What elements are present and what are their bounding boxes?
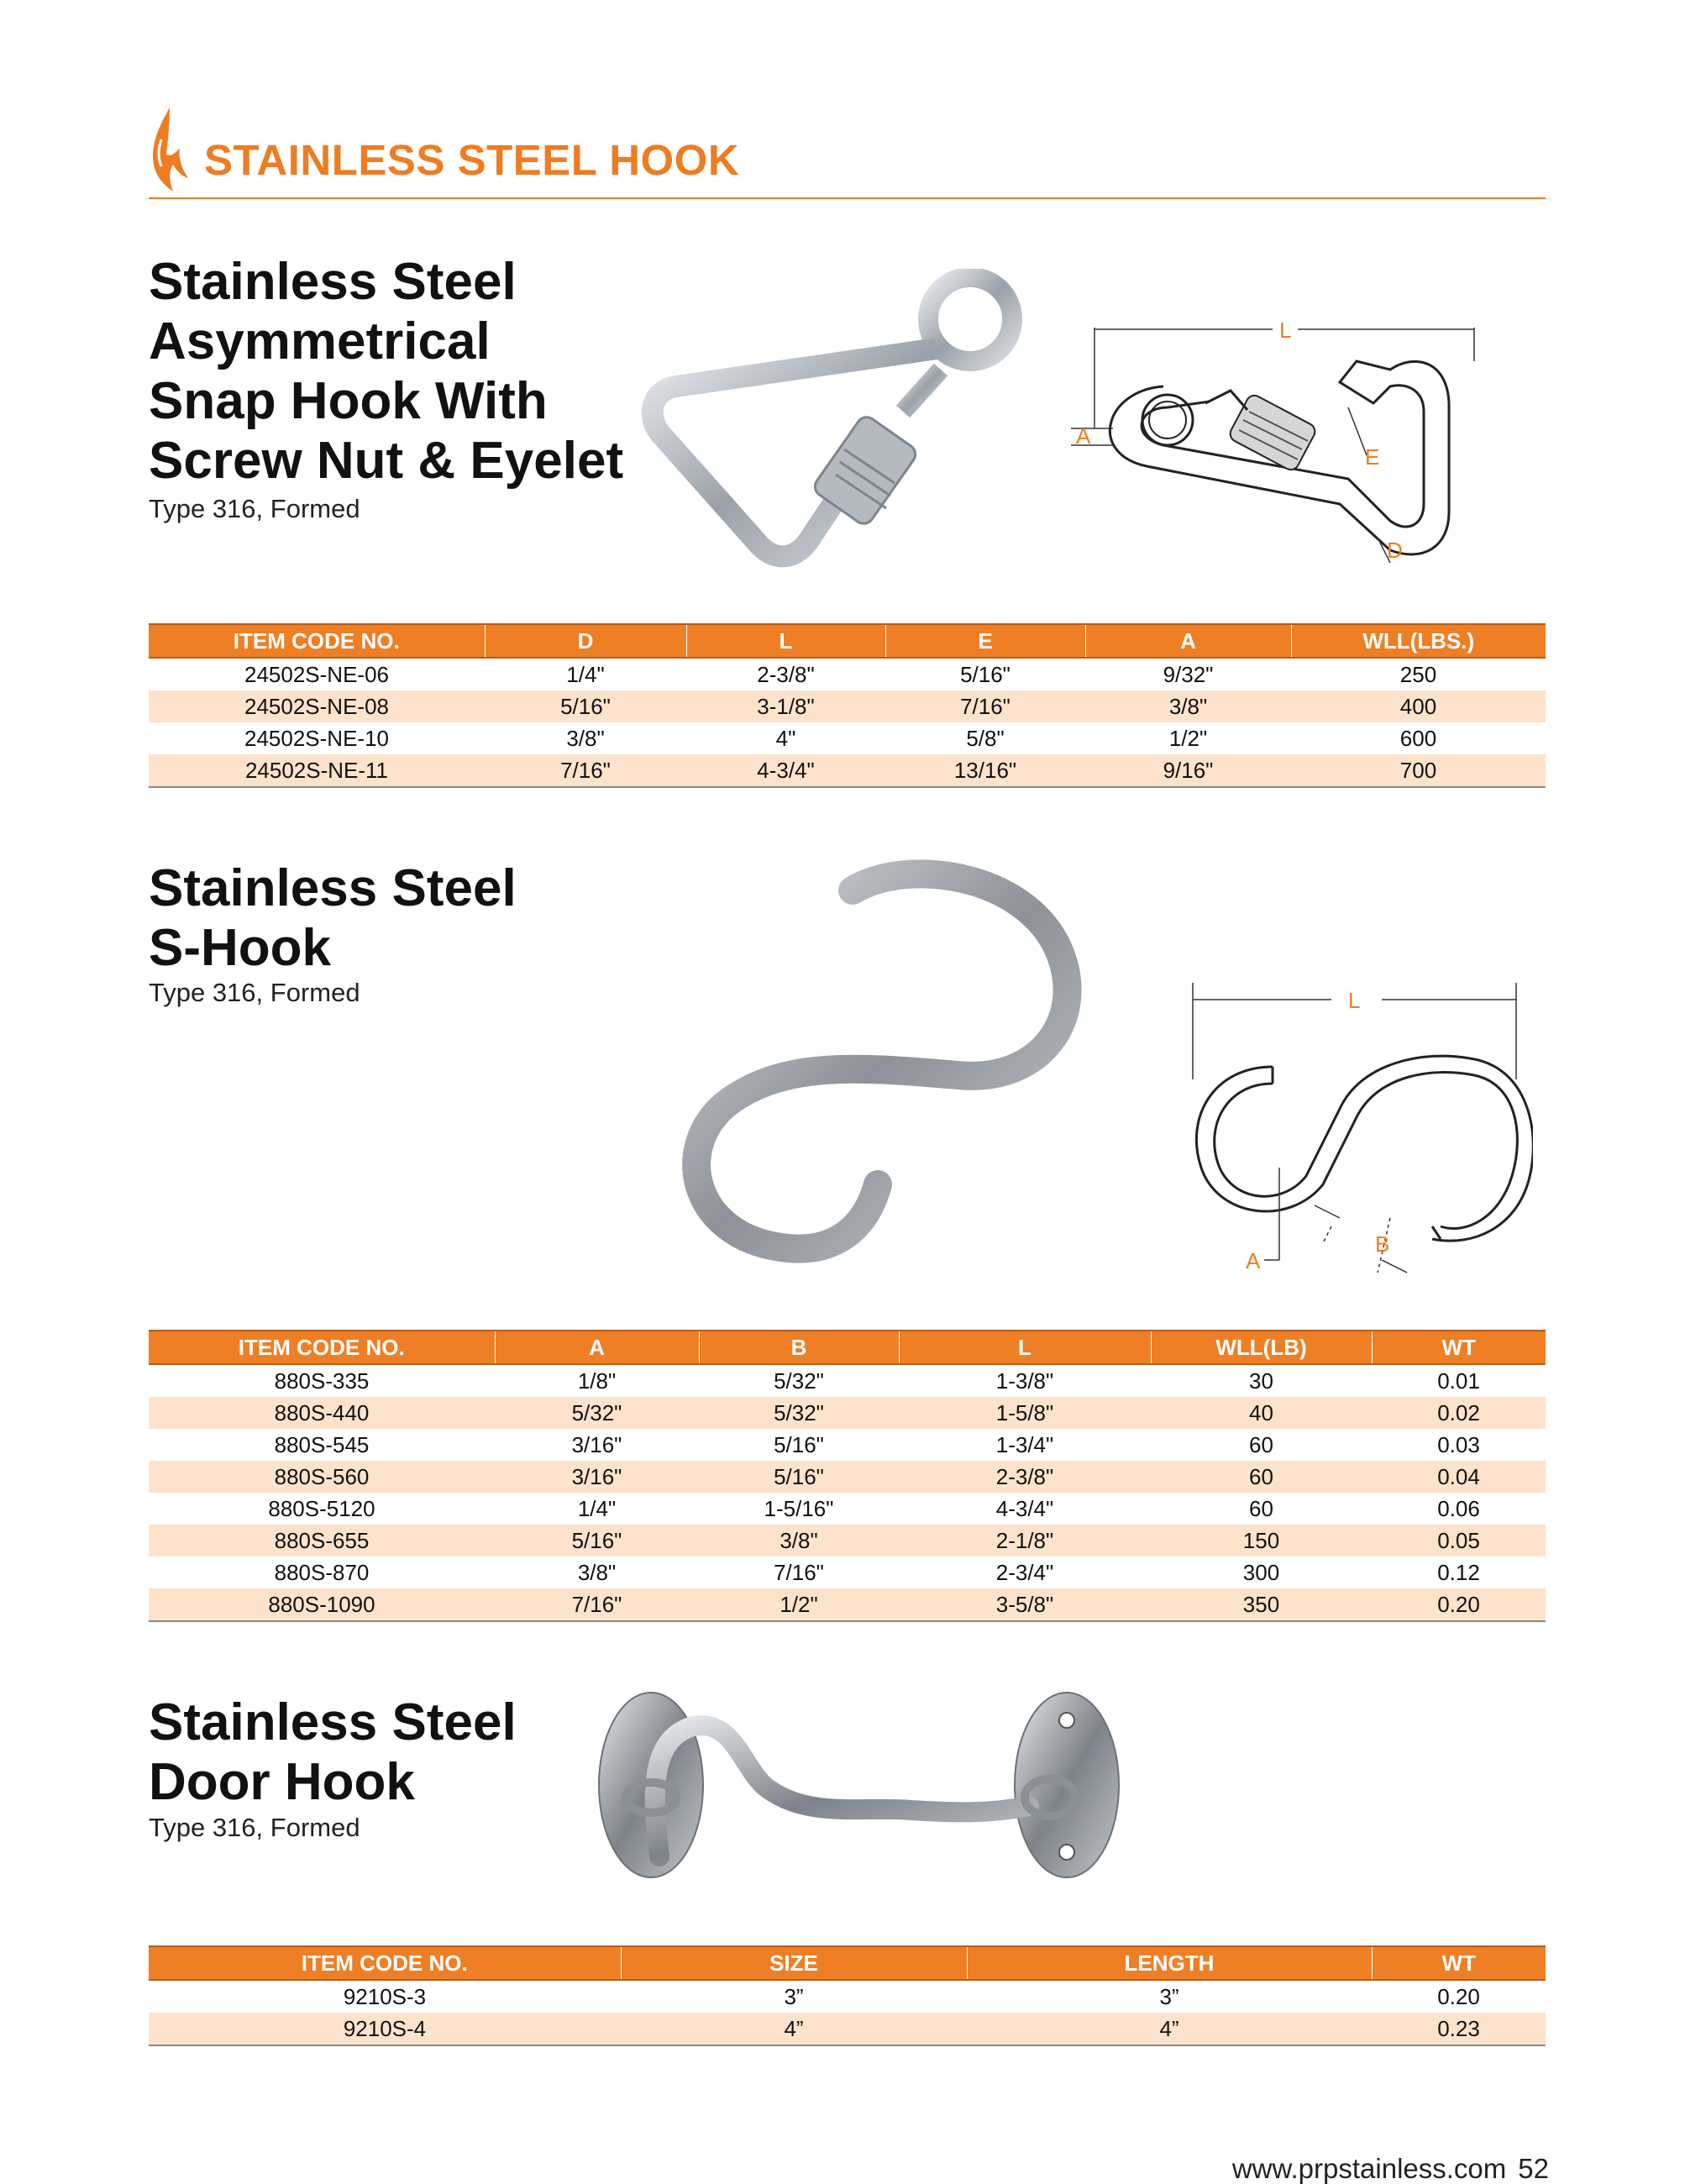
- table-row: [149, 2013, 1546, 2045]
- s-hook-photo: [622, 848, 1109, 1294]
- column-header: D: [485, 624, 686, 658]
- table-cell: 0.03: [1437, 1431, 1480, 1457]
- table-cell: 1/4": [566, 661, 605, 687]
- table-cell: 880S-545: [274, 1431, 370, 1457]
- column-header: WLL(LBS.): [1291, 624, 1546, 658]
- dim-label-d: D: [1387, 538, 1403, 563]
- table-cell: 3/16": [571, 1431, 622, 1457]
- table-cell: 60: [1249, 1431, 1273, 1457]
- table-cell: 880S-335: [274, 1368, 370, 1394]
- table-row: [149, 1429, 1546, 1461]
- page-footer: [1220, 2155, 1549, 2182]
- table-cell: 0.01: [1437, 1368, 1480, 1394]
- snap-hook-spec-table: [149, 623, 1546, 788]
- table-cell: 0.05: [1372, 1525, 1546, 1557]
- table-cell: 5/16": [960, 661, 1010, 687]
- title-line: Asymmetrical: [149, 312, 491, 370]
- table-cell: 3/8": [566, 725, 605, 751]
- table-cell: 1/2": [699, 1588, 899, 1621]
- door-hook-photo: [592, 1680, 1121, 1907]
- table-row: [149, 690, 1546, 722]
- table-header-row: [149, 624, 1546, 658]
- table-cell: 3/8": [577, 1559, 617, 1585]
- table-cell: 1-3/8": [995, 1368, 1054, 1394]
- column-header: ITEM CODE NO.: [149, 624, 485, 658]
- table-cell: 24502S-NE-06: [244, 661, 389, 687]
- title-line: Snap Hook With: [149, 372, 548, 430]
- table-cell: 60: [1249, 1495, 1273, 1521]
- table-cell: 2-3/8": [757, 661, 815, 687]
- table-cell: 0.20: [1437, 1983, 1480, 2009]
- table-row: [149, 1588, 1546, 1621]
- table-cell: 0.04: [1372, 1461, 1546, 1493]
- table-cell: 400: [1291, 690, 1546, 722]
- dim-label-l: L: [1348, 988, 1361, 1013]
- s-hook-diagram: [1180, 974, 1533, 1285]
- table-cell: 5/16": [774, 1431, 824, 1457]
- table-cell: 24502S-NE-08: [149, 690, 485, 722]
- table-row: [149, 1493, 1546, 1525]
- table-cell: 5/32": [774, 1368, 824, 1394]
- column-header: B: [699, 1331, 899, 1364]
- table-cell: 0.02: [1372, 1397, 1546, 1429]
- column-header: L: [686, 624, 885, 658]
- table-cell: 350: [1151, 1588, 1372, 1621]
- table-cell: 880S-440: [149, 1397, 495, 1429]
- table-row: [149, 1397, 1546, 1429]
- table-cell: 1/4": [577, 1495, 617, 1521]
- table-cell: 7/16": [774, 1559, 824, 1585]
- table-row: [149, 1461, 1546, 1493]
- table-cell: 5/32": [495, 1397, 699, 1429]
- dim-label-b: B: [1375, 1231, 1390, 1257]
- table-cell: 9210S-3: [343, 1983, 427, 2009]
- table-row: [149, 658, 1546, 690]
- column-header: E: [885, 624, 1085, 658]
- table-cell: 150: [1151, 1525, 1372, 1557]
- table-cell: 0.12: [1437, 1559, 1480, 1585]
- column-header: WLL(LB): [1151, 1331, 1372, 1364]
- table-cell: 5/8": [966, 725, 1005, 751]
- table-cell: 2-3/8": [899, 1461, 1151, 1493]
- table-cell: 9/16": [1085, 754, 1291, 787]
- table-cell: 880S-560: [149, 1461, 495, 1493]
- dim-label-e: E: [1365, 444, 1380, 470]
- page-section-title: STAINLESS STEEL HOOK: [204, 136, 740, 184]
- table-cell: 24502S-NE-10: [244, 725, 389, 751]
- dim-label-a: A: [1246, 1248, 1261, 1273]
- table-cell: 7/16": [495, 1588, 699, 1621]
- table-cell: 4”: [967, 2013, 1372, 2045]
- table-cell: 5/16": [495, 1525, 699, 1557]
- table-cell: 2-3/4": [995, 1559, 1054, 1585]
- table-cell: 5/32": [699, 1397, 899, 1429]
- table-cell: 24502S-NE-11: [149, 754, 485, 787]
- table-cell: 0.06: [1437, 1495, 1480, 1521]
- table-cell: 5/16": [699, 1461, 899, 1493]
- dim-label-a: A: [1076, 423, 1091, 449]
- column-header: A: [495, 1331, 699, 1364]
- column-header: WT: [1372, 1331, 1546, 1364]
- title-line: Door Hook: [149, 1753, 415, 1811]
- table-cell: 3/8": [699, 1525, 899, 1557]
- table-header-row: [149, 1946, 1546, 1980]
- table-cell: 7/16": [485, 754, 686, 787]
- table-row: [149, 1557, 1546, 1588]
- title-line: Screw Nut & Eyelet: [149, 432, 624, 490]
- table-cell: 30: [1249, 1368, 1273, 1394]
- table-cell: 7/16": [885, 690, 1085, 722]
- column-header: SIZE: [621, 1946, 967, 1980]
- table-cell: 880S-870: [274, 1559, 370, 1585]
- table-cell: 5/16": [485, 690, 686, 722]
- table-cell: 3”: [784, 1983, 804, 2009]
- table-cell: 40: [1151, 1397, 1372, 1429]
- table-cell: 60: [1151, 1461, 1372, 1493]
- table-cell: 3-1/8": [686, 690, 885, 722]
- table-cell: 700: [1291, 754, 1546, 787]
- table-cell: 4-3/4": [995, 1495, 1054, 1521]
- door-hook-spec-table: [149, 1945, 1546, 2046]
- header-divider: [149, 197, 1546, 199]
- table-cell: 3-5/8": [899, 1588, 1151, 1621]
- column-header: LENGTH: [967, 1946, 1372, 1980]
- table-row: [149, 1364, 1546, 1397]
- snap-hook-title: [149, 252, 623, 491]
- table-cell: 880S-655: [149, 1525, 495, 1557]
- column-header: L: [899, 1331, 1151, 1364]
- snap-hook-diagram: [1054, 311, 1504, 580]
- table-cell: 0.20: [1372, 1588, 1546, 1621]
- table-row: [149, 754, 1546, 787]
- title-line: Stainless Steel: [149, 253, 517, 311]
- table-cell: 880S-5120: [268, 1495, 375, 1521]
- s-hook-spec-table: [149, 1330, 1546, 1622]
- table-cell: 0.23: [1372, 2013, 1546, 2045]
- table-cell: 1-3/4": [995, 1431, 1054, 1457]
- table-cell: 250: [1399, 661, 1437, 687]
- snap-hook-subtitle: Type 316, Formed: [149, 494, 360, 523]
- title-line: Stainless Steel: [149, 1693, 517, 1751]
- snap-hook-photo: [626, 269, 1063, 613]
- door-hook-title: [149, 1693, 517, 1812]
- dim-label-l: L: [1279, 318, 1292, 343]
- table-cell: 880S-1090: [149, 1588, 495, 1621]
- table-header-row: [149, 1331, 1546, 1364]
- table-cell: 1-5/8": [899, 1397, 1151, 1429]
- table-cell: 600: [1399, 725, 1437, 751]
- table-cell: 3/8": [1085, 690, 1291, 722]
- door-hook-subtitle: Type 316, Formed: [149, 1813, 360, 1842]
- title-line: S-Hook: [149, 919, 331, 977]
- table-cell: 3/16": [495, 1461, 699, 1493]
- table-cell: 4”: [621, 2013, 967, 2045]
- s-hook-subtitle: Type 316, Formed: [149, 978, 360, 1007]
- table-cell: 9210S-4: [149, 2013, 621, 2045]
- table-cell: 9/32": [1163, 661, 1214, 687]
- table-cell: 2-1/8": [899, 1525, 1151, 1557]
- table-cell: 3”: [1159, 1983, 1179, 2009]
- table-cell: 1-5/16": [764, 1495, 834, 1521]
- table-cell: 4": [775, 725, 796, 751]
- website-link[interactable]: www.prpstainless.com: [1231, 2153, 1507, 2184]
- table-cell: 13/16": [885, 754, 1085, 787]
- page-number: 52: [1518, 2153, 1549, 2184]
- s-hook-title: [149, 858, 517, 978]
- table-cell: 300: [1242, 1559, 1280, 1585]
- table-row: [149, 1980, 1546, 2013]
- table-cell: 4-3/4": [686, 754, 885, 787]
- table-row: [149, 1525, 1546, 1557]
- column-header: A: [1085, 624, 1291, 658]
- column-header: WT: [1372, 1946, 1546, 1980]
- table-cell: 1/2": [1168, 725, 1208, 751]
- column-header: ITEM CODE NO.: [149, 1331, 495, 1364]
- table-cell: 1/8": [577, 1368, 617, 1394]
- title-line: Stainless Steel: [149, 859, 517, 917]
- table-row: [149, 722, 1546, 754]
- column-header: ITEM CODE NO.: [149, 1946, 621, 1980]
- bird-logo-icon: [144, 106, 195, 193]
